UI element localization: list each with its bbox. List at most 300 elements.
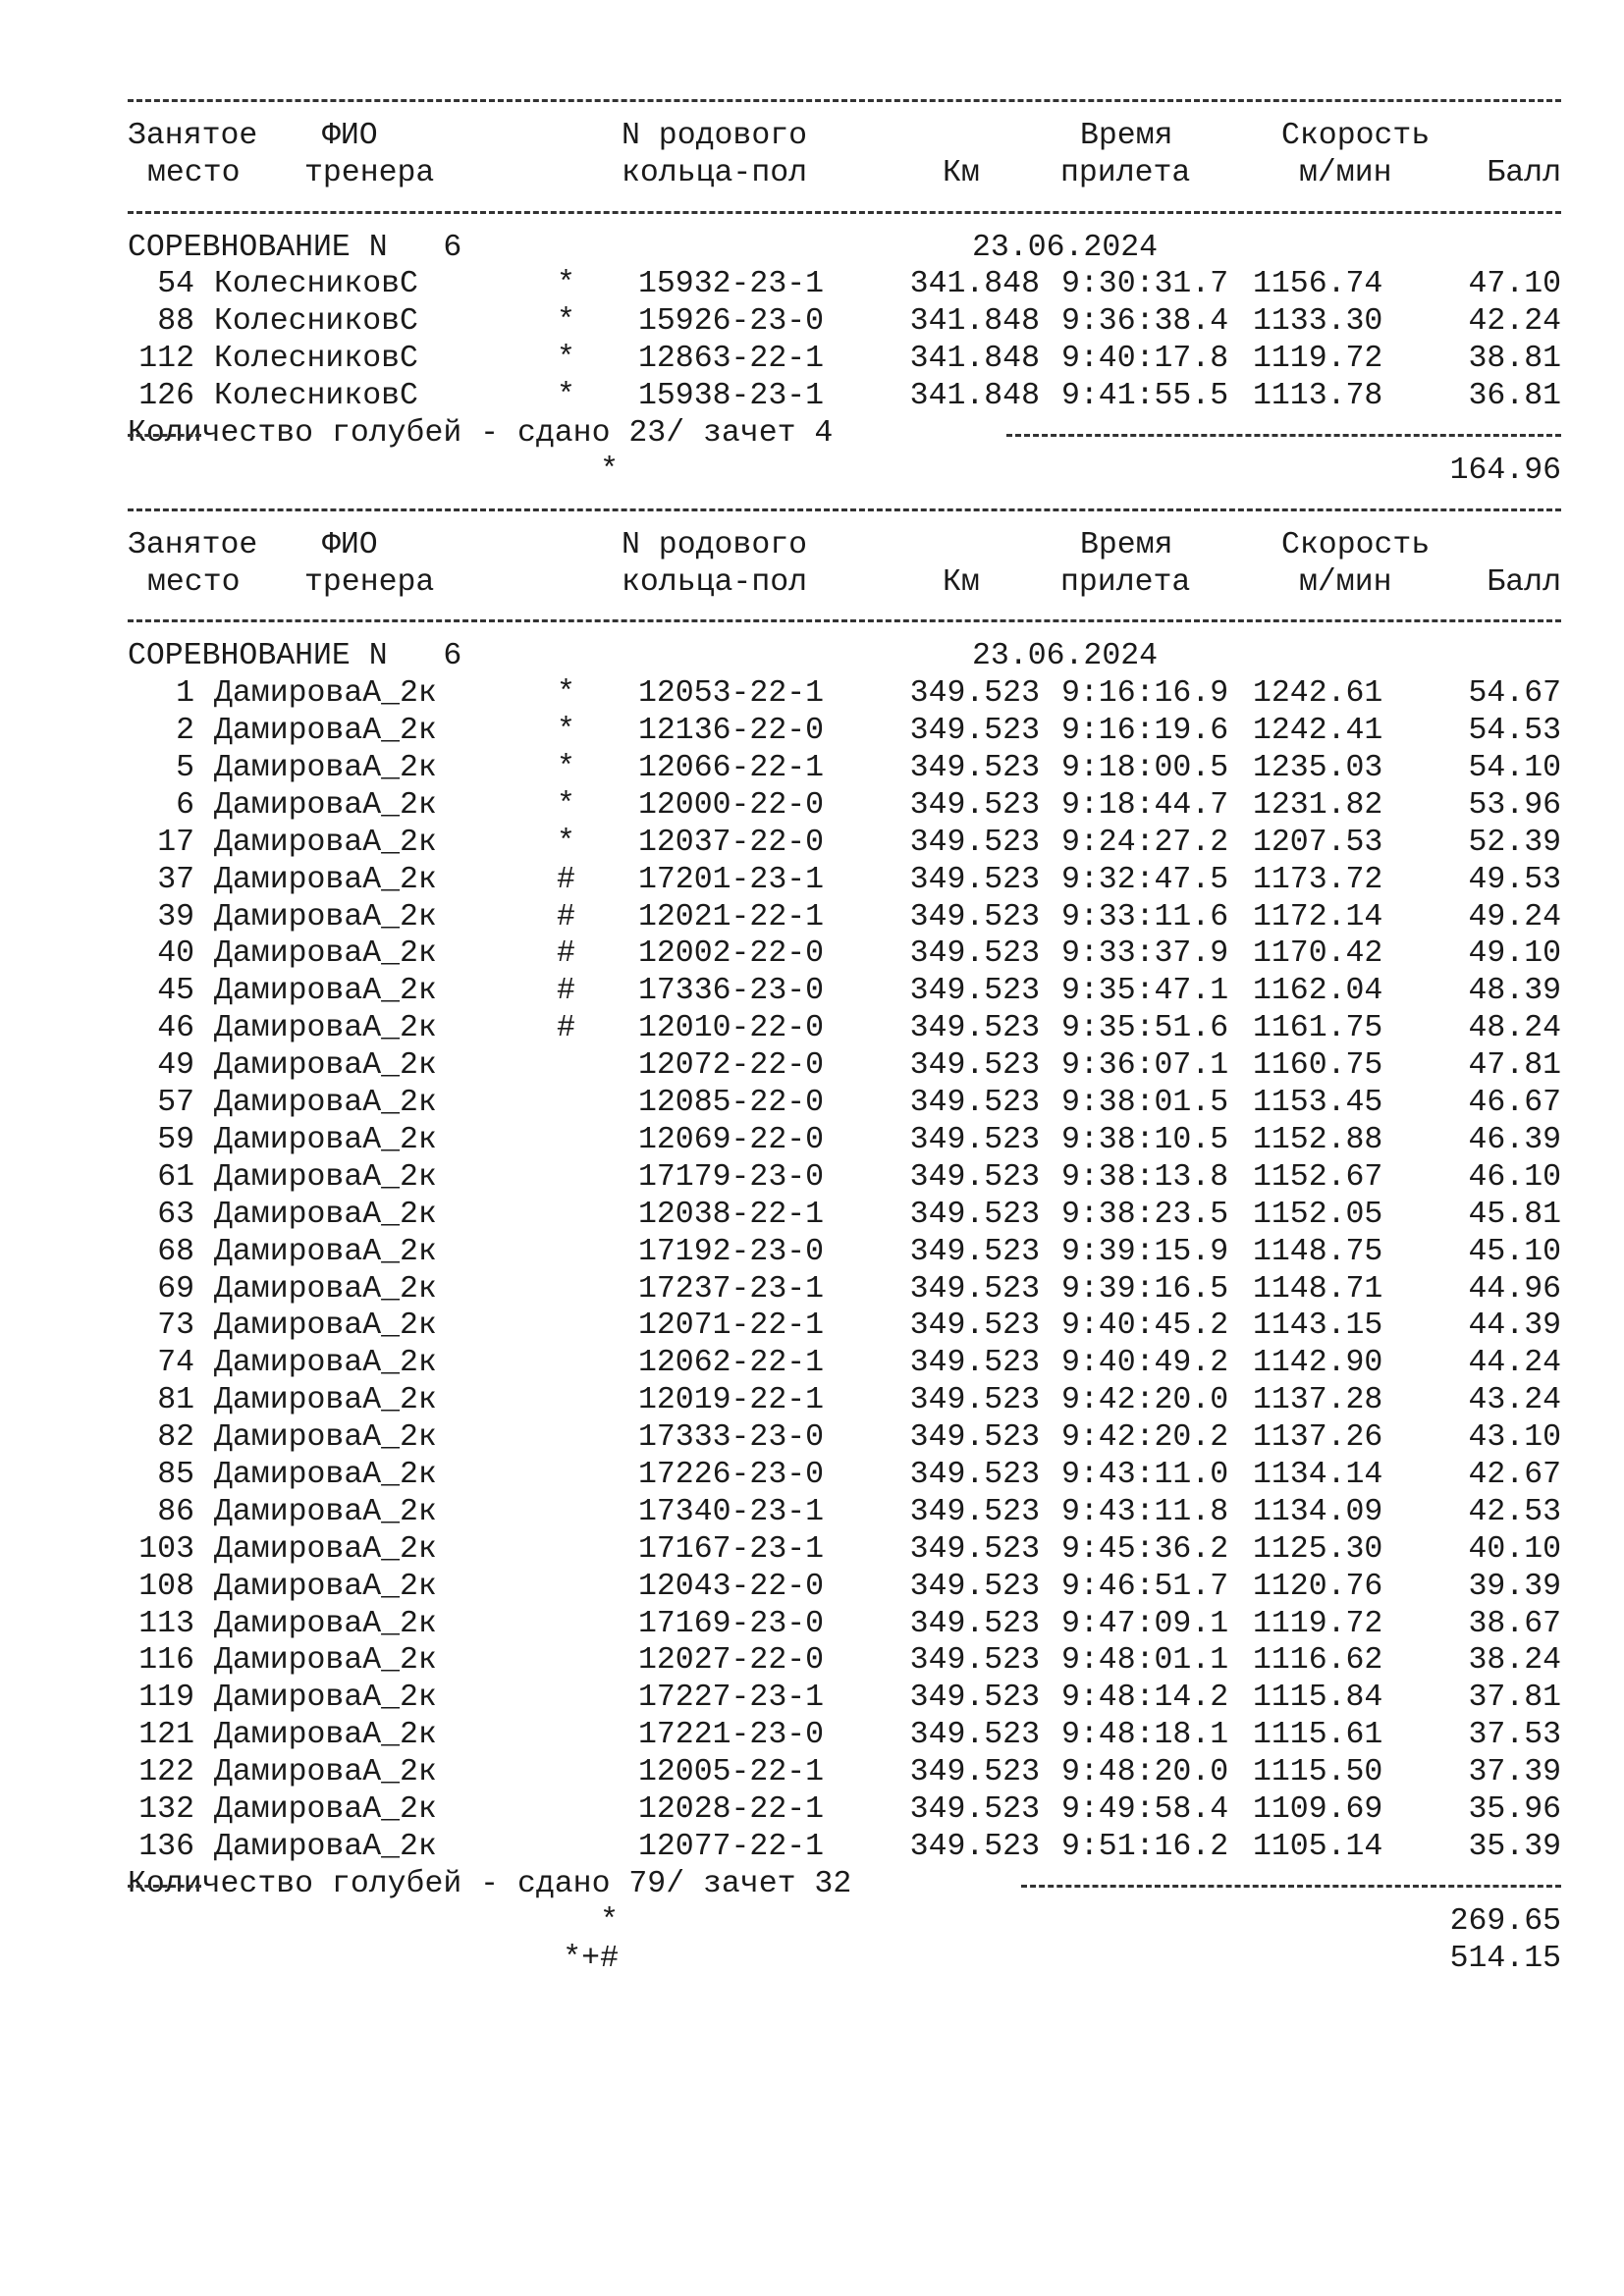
result-row — [128, 675, 1561, 713]
place-cell: 39 — [157, 899, 194, 934]
arrival-time: 9:35:51.6 — [1061, 1011, 1229, 1046]
header-ring-2: кольца-пол — [622, 155, 808, 190]
result-row — [128, 750, 1561, 787]
result-row — [128, 1382, 1561, 1419]
distance-km: 341.848 — [909, 342, 1040, 377]
speed-value: 1133.30 — [1253, 304, 1383, 340]
distance-km: 349.523 — [909, 751, 1040, 786]
header-place-2: место — [147, 564, 241, 600]
score-value: 46.10 — [1468, 1159, 1561, 1195]
score-value: 38.24 — [1468, 1643, 1561, 1679]
distance-km: 349.523 — [909, 1159, 1040, 1195]
distance-km: 349.523 — [909, 1234, 1040, 1269]
competition-line — [128, 638, 1561, 675]
result-row — [128, 935, 1561, 973]
score-value: 52.39 — [1468, 825, 1561, 860]
trainer-name: ДамироваА_2к — [214, 1086, 437, 1121]
arrival-time: 9:30:31.7 — [1061, 267, 1229, 302]
arrival-time: 9:32:47.5 — [1061, 862, 1229, 897]
total-line — [128, 453, 1561, 490]
header-name-2: тренера — [304, 155, 435, 190]
total-value: 514.15 — [1449, 1941, 1561, 1976]
speed-value: 1148.75 — [1253, 1234, 1383, 1269]
trainer-name: ДамироваА_2к — [214, 1420, 437, 1456]
place-cell: 81 — [157, 1383, 194, 1418]
distance-km: 349.523 — [909, 1122, 1040, 1157]
score-value: 46.67 — [1468, 1086, 1561, 1121]
result-row — [128, 1085, 1561, 1122]
trainer-name: ДамироваА_2к — [214, 1718, 437, 1753]
trainer-name: ДамироваА_2к — [214, 1197, 437, 1232]
distance-km: 349.523 — [909, 1197, 1040, 1232]
place-cell: 61 — [157, 1159, 194, 1195]
ring-number: 17201-23-1 — [638, 862, 825, 897]
arrival-time: 9:18:44.7 — [1061, 787, 1229, 823]
trainer-name: КолесниковС — [214, 304, 418, 340]
score-value: 44.24 — [1468, 1346, 1561, 1381]
result-row — [128, 1234, 1561, 1271]
ring-number: 12069-22-0 — [638, 1122, 825, 1157]
distance-km: 349.523 — [909, 1569, 1040, 1604]
ring-number: 12043-22-0 — [638, 1569, 825, 1604]
ring-number: 12053-22-1 — [638, 676, 825, 712]
mark-cell: # — [557, 974, 575, 1009]
speed-value: 1148.71 — [1253, 1271, 1383, 1307]
place-cell: 116 — [138, 1643, 194, 1679]
arrival-time: 9:47:09.1 — [1061, 1606, 1229, 1641]
dashed-rule — [128, 601, 1561, 638]
score-value: 46.39 — [1468, 1122, 1561, 1157]
mark-cell: * — [557, 379, 575, 414]
speed-value: 1172.14 — [1253, 899, 1383, 934]
competition-label: СОРЕВНОВАНИЕ N 6 — [128, 230, 462, 265]
ring-number: 15926-23-0 — [638, 304, 825, 340]
score-value: 35.96 — [1468, 1791, 1561, 1827]
ring-number: 17179-23-0 — [638, 1159, 825, 1195]
ring-number: 12005-22-1 — [638, 1755, 825, 1790]
distance-km: 349.523 — [909, 714, 1040, 749]
header-time: Время — [1080, 527, 1173, 562]
trainer-name: КолесниковС — [214, 379, 418, 414]
place-cell: 82 — [157, 1420, 194, 1456]
total-line — [128, 1941, 1561, 1978]
result-row — [128, 1345, 1561, 1382]
result-row — [128, 1642, 1561, 1680]
place-cell: 121 — [138, 1718, 194, 1753]
distance-km: 349.523 — [909, 676, 1040, 712]
header-name-2: тренера — [304, 564, 435, 600]
header-score: Балл — [1487, 155, 1561, 190]
score-value: 43.24 — [1468, 1383, 1561, 1418]
place-cell: 37 — [157, 862, 194, 897]
dashed-rule — [128, 434, 201, 437]
mark-cell: * — [557, 714, 575, 749]
place-cell: 57 — [157, 1086, 194, 1121]
ring-number: 12021-22-1 — [638, 899, 825, 934]
score-value: 37.81 — [1468, 1681, 1561, 1716]
score-value: 42.53 — [1468, 1494, 1561, 1529]
trainer-name: ДамироваА_2к — [214, 1011, 437, 1046]
header-name: ФИО — [322, 118, 378, 153]
distance-km: 349.523 — [909, 936, 1040, 972]
competition-label: СОРЕВНОВАНИЕ N 6 — [128, 639, 462, 674]
score-value: 54.53 — [1468, 714, 1561, 749]
trainer-name: ДамироваА_2к — [214, 1755, 437, 1790]
arrival-time: 9:33:11.6 — [1061, 899, 1229, 934]
speed-value: 1115.50 — [1253, 1755, 1383, 1790]
arrival-time: 9:48:01.1 — [1061, 1643, 1229, 1679]
distance-km: 349.523 — [909, 787, 1040, 823]
header-block — [128, 490, 1561, 639]
score-value: 35.39 — [1468, 1829, 1561, 1864]
total-value: 269.65 — [1449, 1903, 1561, 1939]
dashed-rule — [128, 80, 1561, 118]
result-row — [128, 787, 1561, 825]
arrival-time: 9:16:16.9 — [1061, 676, 1229, 712]
ring-number: 12038-22-1 — [638, 1197, 825, 1232]
ring-number: 12062-22-1 — [638, 1346, 825, 1381]
header-block — [128, 80, 1561, 230]
distance-km: 349.523 — [909, 1829, 1040, 1864]
ring-number: 17167-23-1 — [638, 1531, 825, 1567]
ring-number: 12028-22-1 — [638, 1791, 825, 1827]
score-value: 42.24 — [1468, 304, 1561, 340]
distance-km: 349.523 — [909, 1718, 1040, 1753]
result-row — [128, 862, 1561, 899]
header-speed: Скорость — [1281, 527, 1431, 562]
ring-number: 12136-22-0 — [638, 714, 825, 749]
distance-km: 349.523 — [909, 1755, 1040, 1790]
result-row — [128, 1047, 1561, 1085]
speed-value: 1162.04 — [1253, 974, 1383, 1009]
ring-number: 17227-23-1 — [638, 1681, 825, 1716]
arrival-time: 9:39:15.9 — [1061, 1234, 1229, 1269]
place-cell: 103 — [138, 1531, 194, 1567]
score-value: 53.96 — [1468, 787, 1561, 823]
arrival-time: 9:42:20.2 — [1061, 1420, 1229, 1456]
distance-km: 349.523 — [909, 1383, 1040, 1418]
speed-value: 1152.05 — [1253, 1197, 1383, 1232]
arrival-time: 9:38:23.5 — [1061, 1197, 1229, 1232]
result-row — [128, 1829, 1561, 1866]
trainer-name: ДамироваА_2к — [214, 1234, 437, 1269]
header-speed: Скорость — [1281, 118, 1431, 153]
arrival-time: 9:42:20.0 — [1061, 1383, 1229, 1418]
result-row — [128, 1791, 1561, 1829]
place-cell: 69 — [157, 1271, 194, 1307]
trainer-name: ДамироваА_2к — [214, 1308, 437, 1344]
result-row — [128, 1308, 1561, 1345]
trainer-name: ДамироваА_2к — [214, 1643, 437, 1679]
mark-cell: * — [557, 825, 575, 860]
speed-value: 1115.84 — [1253, 1681, 1383, 1716]
score-value: 49.10 — [1468, 936, 1561, 972]
result-row — [128, 825, 1561, 862]
score-value: 48.39 — [1468, 974, 1561, 1009]
place-cell: 136 — [138, 1829, 194, 1864]
distance-km: 349.523 — [909, 1346, 1040, 1381]
arrival-time: 9:38:13.8 — [1061, 1159, 1229, 1195]
score-value: 39.39 — [1468, 1569, 1561, 1604]
trainer-name: ДамироваА_2к — [214, 787, 437, 823]
ring-number: 17192-23-0 — [638, 1234, 825, 1269]
score-value: 47.81 — [1468, 1048, 1561, 1084]
speed-value: 1105.14 — [1253, 1829, 1383, 1864]
result-row — [128, 1531, 1561, 1569]
header-speed-2: м/мин — [1299, 564, 1392, 600]
arrival-time: 9:40:49.2 — [1061, 1346, 1229, 1381]
arrival-time: 9:16:19.6 — [1061, 714, 1229, 749]
trainer-name: ДамироваА_2к — [214, 1383, 437, 1418]
arrival-time: 9:45:36.2 — [1061, 1531, 1229, 1567]
result-row — [128, 266, 1561, 303]
header-place: Занятое — [128, 118, 258, 153]
speed-value: 1109.69 — [1253, 1791, 1383, 1827]
ring-number: 17237-23-1 — [638, 1271, 825, 1307]
speed-value: 1137.26 — [1253, 1420, 1383, 1456]
arrival-time: 9:43:11.0 — [1061, 1457, 1229, 1492]
trainer-name: ДамироваА_2к — [214, 714, 437, 749]
place-cell: 63 — [157, 1197, 194, 1232]
arrival-time: 9:41:55.5 — [1061, 379, 1229, 414]
header-place: Занятое — [128, 527, 258, 562]
speed-value: 1231.82 — [1253, 787, 1383, 823]
summary-text: Количество голубей - сдано 79/ зачет 32 — [128, 1866, 852, 1901]
speed-value: 1137.28 — [1253, 1383, 1383, 1418]
place-cell: 122 — [138, 1755, 194, 1790]
mark-cell: * — [557, 342, 575, 377]
score-value: 47.10 — [1468, 267, 1561, 302]
score-value: 44.39 — [1468, 1308, 1561, 1344]
place-cell: 74 — [157, 1346, 194, 1381]
speed-value: 1170.42 — [1253, 936, 1383, 972]
distance-km: 349.523 — [909, 1494, 1040, 1529]
mark-cell: * — [557, 787, 575, 823]
header-line-2 — [128, 564, 1561, 602]
ring-number: 12863-22-1 — [638, 342, 825, 377]
place-cell: 112 — [138, 342, 194, 377]
speed-value: 1152.88 — [1253, 1122, 1383, 1157]
competition-date: 23.06.2024 — [972, 639, 1159, 674]
trainer-name: ДамироваА_2к — [214, 1569, 437, 1604]
trainer-name: ДамироваА_2к — [214, 1531, 437, 1567]
total-mark: * — [600, 1903, 619, 1939]
distance-km: 349.523 — [909, 1011, 1040, 1046]
result-row — [128, 303, 1561, 341]
speed-value: 1173.72 — [1253, 862, 1383, 897]
arrival-time: 9:33:37.9 — [1061, 936, 1229, 972]
result-row — [128, 1606, 1561, 1643]
result-row — [128, 1197, 1561, 1234]
distance-km: 349.523 — [909, 1420, 1040, 1456]
header-line-2 — [128, 155, 1561, 192]
place-cell: 5 — [176, 751, 194, 786]
header-line-1 — [128, 527, 1561, 564]
score-value: 43.10 — [1468, 1420, 1561, 1456]
result-row — [128, 1271, 1561, 1308]
arrival-time: 9:38:01.5 — [1061, 1086, 1229, 1121]
dashed-rule — [128, 192, 1561, 230]
arrival-time: 9:38:10.5 — [1061, 1122, 1229, 1157]
total-mark: *+# — [563, 1941, 619, 1976]
speed-value: 1134.14 — [1253, 1457, 1383, 1492]
place-cell: 132 — [138, 1791, 194, 1827]
distance-km: 349.523 — [909, 1048, 1040, 1084]
trainer-name: ДамироваА_2к — [214, 1122, 437, 1157]
ring-number: 12037-22-0 — [638, 825, 825, 860]
mark-cell: * — [557, 676, 575, 712]
trainer-name: ДамироваА_2к — [214, 1271, 437, 1307]
dashed-rule — [1021, 1885, 1561, 1888]
distance-km: 349.523 — [909, 862, 1040, 897]
distance-km: 349.523 — [909, 974, 1040, 1009]
place-cell: 86 — [157, 1494, 194, 1529]
place-cell: 6 — [176, 787, 194, 823]
arrival-time: 9:36:38.4 — [1061, 304, 1229, 340]
arrival-time: 9:40:17.8 — [1061, 342, 1229, 377]
result-row — [128, 1494, 1561, 1531]
ring-number: 12077-22-1 — [638, 1829, 825, 1864]
total-line — [128, 1903, 1561, 1941]
distance-km: 349.523 — [909, 825, 1040, 860]
speed-value: 1119.72 — [1253, 342, 1383, 377]
distance-km: 341.848 — [909, 267, 1040, 302]
place-cell: 54 — [157, 267, 194, 302]
distance-km: 341.848 — [909, 304, 1040, 340]
ring-number: 12002-22-0 — [638, 936, 825, 972]
trainer-name: ДамироваА_2к — [214, 899, 437, 934]
place-cell: 88 — [157, 304, 194, 340]
score-value: 40.10 — [1468, 1531, 1561, 1567]
header-place-2: место — [147, 155, 241, 190]
trainer-name: ДамироваА_2к — [214, 1681, 437, 1716]
ring-number: 12000-22-0 — [638, 787, 825, 823]
competition-date: 23.06.2024 — [972, 230, 1159, 265]
result-row — [128, 378, 1561, 415]
score-value: 49.53 — [1468, 862, 1561, 897]
place-cell: 46 — [157, 1011, 194, 1046]
arrival-time: 9:35:47.1 — [1061, 974, 1229, 1009]
distance-km: 349.523 — [909, 1308, 1040, 1344]
header-ring-2: кольца-пол — [622, 564, 808, 600]
result-row — [128, 341, 1561, 378]
mark-cell: * — [557, 304, 575, 340]
header-time: Время — [1080, 118, 1173, 153]
trainer-name: ДамироваА_2к — [214, 751, 437, 786]
place-cell: 119 — [138, 1681, 194, 1716]
score-value: 45.81 — [1468, 1197, 1561, 1232]
ring-number: 12019-22-1 — [638, 1383, 825, 1418]
result-row — [128, 713, 1561, 750]
distance-km: 349.523 — [909, 1531, 1040, 1567]
ring-number: 17221-23-0 — [638, 1718, 825, 1753]
speed-value: 1113.78 — [1253, 379, 1383, 414]
header-line-1 — [128, 118, 1561, 155]
speed-value: 1115.61 — [1253, 1718, 1383, 1753]
header-speed-2: м/мин — [1299, 155, 1392, 190]
speed-value: 1161.75 — [1253, 1011, 1383, 1046]
trainer-name: ДамироваА_2к — [214, 1048, 437, 1084]
place-cell: 1 — [176, 676, 194, 712]
arrival-time: 9:48:18.1 — [1061, 1718, 1229, 1753]
place-cell: 113 — [138, 1606, 194, 1641]
ring-number: 12010-22-0 — [638, 1011, 825, 1046]
speed-value: 1153.45 — [1253, 1086, 1383, 1121]
mark-cell: # — [557, 936, 575, 972]
trainer-name: КолесниковС — [214, 342, 418, 377]
speed-value: 1242.61 — [1253, 676, 1383, 712]
place-cell: 108 — [138, 1569, 194, 1604]
ring-number: 12071-22-1 — [638, 1308, 825, 1344]
distance-km: 349.523 — [909, 1086, 1040, 1121]
header-km: Км — [943, 155, 980, 190]
result-row — [128, 1569, 1561, 1606]
place-cell: 49 — [157, 1048, 194, 1084]
arrival-time: 9:51:16.2 — [1061, 1829, 1229, 1864]
dashed-rule — [1006, 434, 1561, 437]
summary-line — [128, 415, 1561, 453]
score-value: 45.10 — [1468, 1234, 1561, 1269]
competition-line — [128, 230, 1561, 267]
score-value: 48.24 — [1468, 1011, 1561, 1046]
mark-cell: # — [557, 862, 575, 897]
speed-value: 1143.15 — [1253, 1308, 1383, 1344]
dashed-rule — [128, 490, 1561, 527]
score-value: 54.67 — [1468, 676, 1561, 712]
speed-value: 1142.90 — [1253, 1346, 1383, 1381]
header-ring: N родового — [622, 527, 808, 562]
arrival-time: 9:18:00.5 — [1061, 751, 1229, 786]
arrival-time: 9:40:45.2 — [1061, 1308, 1229, 1344]
trainer-name: ДамироваА_2к — [214, 974, 437, 1009]
ring-number: 12072-22-0 — [638, 1048, 825, 1084]
result-row — [128, 1754, 1561, 1791]
ring-number: 17340-23-1 — [638, 1494, 825, 1529]
trainer-name: ДамироваА_2к — [214, 1346, 437, 1381]
trainer-name: КолесниковС — [214, 267, 418, 302]
score-value: 42.67 — [1468, 1457, 1561, 1492]
score-value: 49.24 — [1468, 899, 1561, 934]
result-row — [128, 1457, 1561, 1494]
result-row — [128, 1680, 1561, 1717]
total-mark: * — [600, 453, 619, 488]
speed-value: 1152.67 — [1253, 1159, 1383, 1195]
speed-value: 1119.72 — [1253, 1606, 1383, 1641]
place-cell: 45 — [157, 974, 194, 1009]
distance-km: 349.523 — [909, 1791, 1040, 1827]
header-km: Км — [943, 564, 980, 600]
trainer-name: ДамироваА_2к — [214, 1791, 437, 1827]
speed-value: 1242.41 — [1253, 714, 1383, 749]
header-score: Балл — [1487, 564, 1561, 600]
place-cell: 2 — [176, 714, 194, 749]
distance-km: 349.523 — [909, 899, 1040, 934]
trainer-name: ДамироваА_2к — [214, 825, 437, 860]
place-cell: 59 — [157, 1122, 194, 1157]
result-row — [128, 973, 1561, 1010]
result-row — [128, 1010, 1561, 1047]
speed-value: 1160.75 — [1253, 1048, 1383, 1084]
ring-number: 17333-23-0 — [638, 1420, 825, 1456]
ring-number: 15932-23-1 — [638, 267, 825, 302]
ring-number: 12027-22-0 — [638, 1643, 825, 1679]
result-row — [128, 899, 1561, 936]
speed-value: 1120.76 — [1253, 1569, 1383, 1604]
arrival-time: 9:36:07.1 — [1061, 1048, 1229, 1084]
trainer-name: ДамироваА_2к — [214, 676, 437, 712]
arrival-time: 9:48:20.0 — [1061, 1755, 1229, 1790]
header-ring: N родового — [622, 118, 808, 153]
